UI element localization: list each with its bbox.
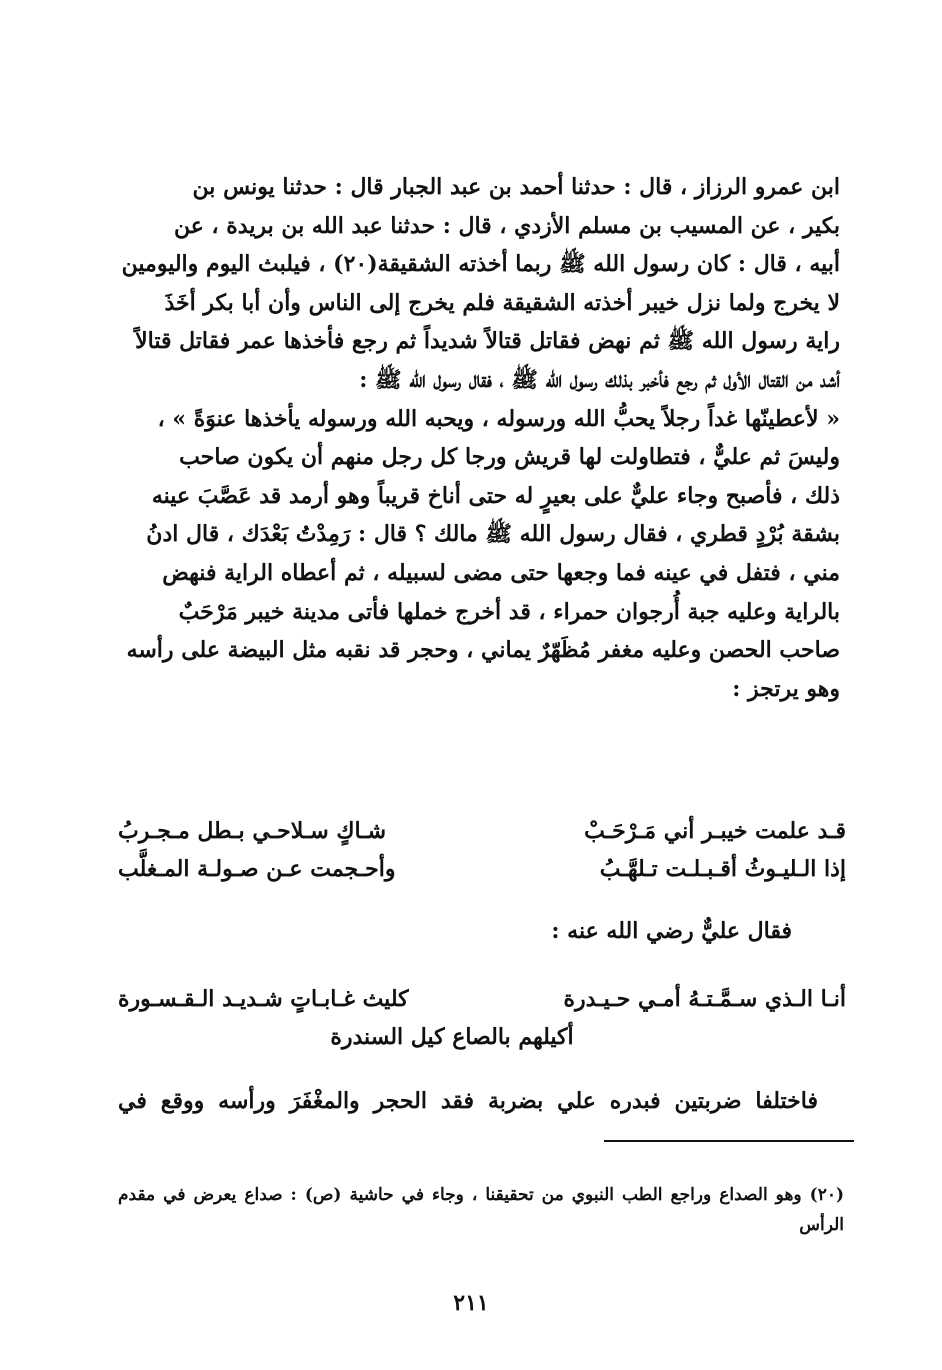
verse-marhab: [118, 812, 846, 888]
body-line: لا يخرج ولما نزل خيبر أخذته الشقيقة فلم يخرج إلى الناس وأن أبا بكر أخَذَ: [164, 289, 840, 316]
verse-ali: [118, 980, 846, 1056]
body-line: فاختلفا ضربتين فبدره علي بضربة فقد الحجر والمغْفَرَ ورأسه ووقع في: [118, 1088, 818, 1114]
footnote: (٢٠) وهو الصداع وراجع الطب النبوي من تحقيقنا ، وجاء في حاشية (ص) : صداع يعرض في مقدم الرأس: [118, 1185, 844, 1235]
verse-hemistich: وأحـجمت عـن صـولـة المـغلَّب: [118, 856, 396, 882]
body-line: وهو يرتجز :: [732, 675, 840, 702]
verse-hemistich: أكيلهم بالصاع كيل السندرة: [330, 1024, 574, 1050]
body-line: بالراية وعليه جبة أُرجوان حمراء ، قد أخرج خملها فأتى مدينة خيبر مَرْحَبٌ: [178, 598, 840, 625]
body-line: أبيه ، قال : كان رسول الله ﷺ ربما أخذته الشقيقة(٢٠) ، فيلبث اليوم واليومين: [121, 251, 840, 278]
verse-hemistich: كليث غـابـاتٍ شـديـد الـقـسـورة: [118, 986, 409, 1012]
footnote-divider: [604, 1140, 854, 1142]
body-line: وليسَ ثم عليٌّ ، فتطاولت لها قريش ورجا كل رجل منهم أن يكون صاحب: [179, 444, 840, 471]
verse-row: [118, 850, 846, 888]
body-text: [118, 168, 840, 708]
verse-hemistich: شـاكٍ سـلاحـي بـطل مـجـربُ: [118, 818, 387, 844]
body-line: ابن عمرو الرزاز ، قال : حدثنا أحمد بن عبد الجبار قال : حدثنا يونس بن: [192, 174, 840, 200]
verse-row: [118, 980, 846, 1018]
body-line: راية رسول الله ﷺ ثم نهض فقاتل قتالاً شديداً ثم رجع فأخذها عمر فقاتل قتالاً: [135, 328, 840, 355]
body-line: ذلك ، فأصبح وجاء عليٌّ على بعيرٍ له حتى أناخ قريباً وهو أرمد قد عَصَّبَ عينه: [151, 482, 840, 509]
verse-hemistich: قـد علمت خيبـر أني مَـرْحَـبْ: [584, 818, 846, 844]
verse-hemistich: أنـا الـذي سـمَّـتـهُ أمـي حـيـدرة: [563, 986, 846, 1012]
body-line: بكير ، عن المسيب بن مسلم الأزدي ، قال : حدثنا عبد الله بن بريدة ، عن: [173, 212, 840, 239]
page-number: ٢١١: [453, 1290, 489, 1316]
body-line: صاحب الحصن وعليه مغفر مُظَهّرٌ يماني ، وحجر قد نقبه مثل البيضة على رأسه: [126, 637, 840, 664]
verse-intro: فقال عليٌّ رضي الله عنه :: [551, 918, 792, 944]
body-line: « لأعطينّها غداً رجلاً يحبُّ الله ورسوله ، ويحبه الله ورسوله يأخذها عنوَةً » ،: [157, 405, 840, 432]
body-line: أشد من القتال الأول ثم رجع فأخبر بذلك رسول الله ﷺ ، فقال رسول الله ﷺ :: [359, 366, 840, 393]
body-line: بشقة بُرْدٍ قطري ، فقال رسول الله ﷺ مالك ؟ قال : رَمِدْتُ بَعْدَك ، قال ادنُ: [146, 521, 840, 548]
verse-hemistich: إذا الـليـوثُ أقـبـلـت تـلهَّـبُ: [599, 856, 846, 882]
body-line: مني ، فتفل في عينه فما وجعها حتى مضى لسبيله ، ثم أعطاه الراية فنهض: [162, 559, 840, 586]
verse-row: [118, 812, 846, 850]
